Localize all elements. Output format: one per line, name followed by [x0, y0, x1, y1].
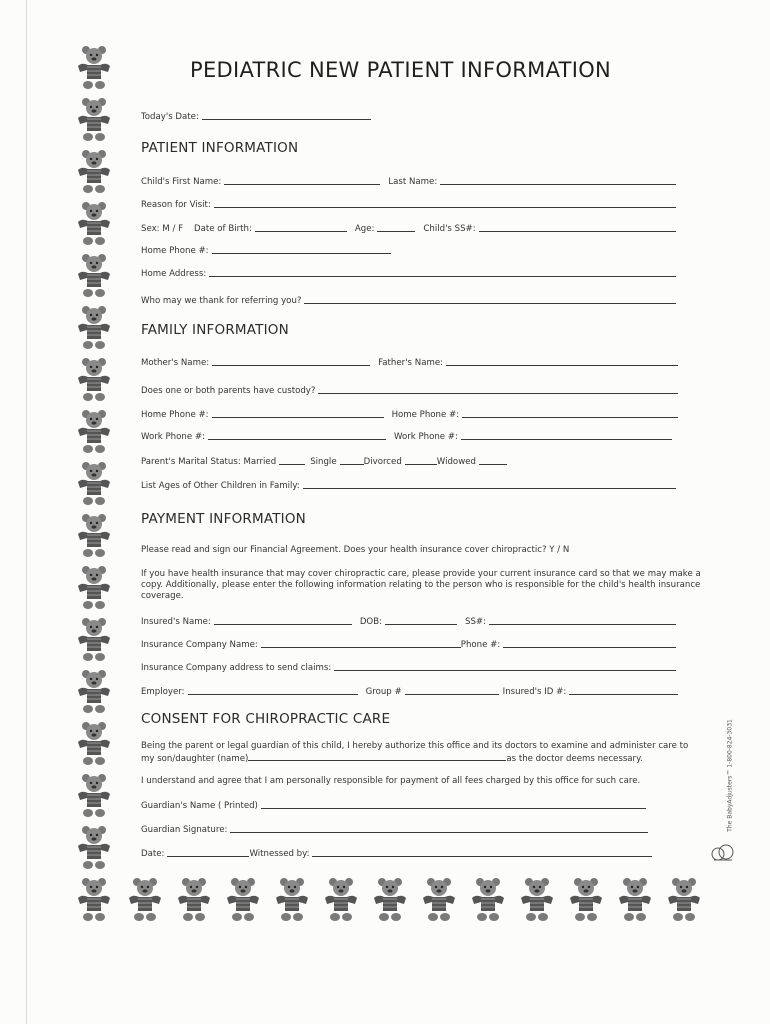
- work-phone-1-label: Work Phone #:: [141, 432, 205, 442]
- home-address-row: [141, 265, 676, 279]
- insurance-company-row: [141, 636, 676, 650]
- consent-authorization-part1: Being the parent or legal guardian of this child, I hereby authorize this office and its doctors to examine and administer care to my son/daughter (name): [141, 741, 689, 764]
- teddy-bear-icon: [664, 876, 704, 922]
- date-field[interactable]: [167, 855, 249, 857]
- teddy-bear-icon: [74, 460, 114, 506]
- guardian-signature-label: Guardian Signature:: [141, 825, 228, 835]
- child-ssn-field[interactable]: [479, 230, 676, 232]
- teddy-bear-icon: [272, 876, 312, 922]
- dob-field[interactable]: [255, 230, 347, 232]
- reason-row: [141, 196, 676, 210]
- work-phone-2-label: Work Phone #:: [393, 432, 458, 442]
- teddy-bear-icon: [74, 564, 114, 610]
- insurance-instructions-text: If you have health insurance that may cover chiropractic care, please provide your current insurance card so that we may make a copy. Additionally, please enter the following information relating to the person who is responsible for the child's health insurance coverage.: [141, 569, 701, 601]
- reason-label: Reason for Visit:: [141, 200, 211, 210]
- teddy-bear-icon: [74, 668, 114, 714]
- guardian-name-row: [141, 797, 646, 811]
- widowed-field[interactable]: [479, 463, 507, 465]
- age-field[interactable]: [377, 230, 415, 232]
- teddy-bear-icon: [74, 44, 114, 90]
- date-label: Date:: [141, 849, 165, 859]
- guardian-name-label: Guardian's Name ( Printed): [141, 801, 258, 811]
- teddy-bear-icon: [223, 876, 263, 922]
- publisher-logo-icon: [710, 842, 736, 866]
- insurance-company-label: Insurance Company Name:: [141, 640, 258, 650]
- marital-status-row: [141, 453, 541, 467]
- widowed-label: Widowed: [436, 457, 476, 467]
- teddy-bear-icon: [615, 876, 655, 922]
- insured-dob-field[interactable]: [385, 623, 457, 625]
- employer-row: [141, 683, 678, 697]
- referral-field[interactable]: [304, 302, 676, 304]
- mother-name-label: Mother's Name:: [141, 358, 210, 368]
- home-address-label: Home Address:: [141, 269, 207, 279]
- teddy-bear-icon: [74, 772, 114, 818]
- custody-field[interactable]: [318, 392, 678, 394]
- other-children-row: [141, 477, 676, 491]
- teddy-bear-icon: [74, 252, 114, 298]
- date-witness-row: [141, 845, 652, 859]
- group-number-label: Group #: [365, 687, 402, 697]
- family-section-heading: FAMILY INFORMATION: [141, 322, 289, 338]
- teddy-bear-icon: [566, 876, 606, 922]
- first-name-label: Child's First Name:: [141, 177, 222, 187]
- teddy-bear-icon: [125, 876, 165, 922]
- child-name-field[interactable]: [248, 752, 506, 761]
- teddy-bear-icon: [74, 304, 114, 350]
- consent-authorization-part2: as the doctor deems necessary.: [506, 754, 643, 764]
- sex-dob-row: [141, 220, 676, 234]
- teddy-bear-icon: [74, 616, 114, 662]
- teddy-bear-icon: [370, 876, 410, 922]
- publisher-credit: [722, 712, 734, 852]
- mother-name-field[interactable]: [212, 364, 370, 366]
- other-children-field[interactable]: [303, 487, 676, 489]
- parents-name-row: [141, 354, 678, 368]
- guardian-signature-field[interactable]: [230, 831, 648, 833]
- guardian-signature-row: [141, 821, 648, 835]
- consent-authorization-text: [141, 741, 703, 765]
- todays-date-row: [141, 108, 371, 122]
- family-work-phone-row: [141, 428, 672, 442]
- home-phone-1-field[interactable]: [212, 416, 384, 418]
- teddy-bear-icon: [468, 876, 508, 922]
- insurance-phone-label: Phone #:: [460, 640, 501, 650]
- todays-date-field[interactable]: [202, 118, 371, 120]
- insured-id-label: Insured's ID #:: [502, 687, 567, 697]
- teddy-bear-icon: [74, 356, 114, 402]
- witnessed-by-field[interactable]: [312, 855, 652, 857]
- work-phone-1-field[interactable]: [208, 438, 386, 440]
- teddy-bear-icon: [517, 876, 557, 922]
- witnessed-by-label: Witnessed by:: [249, 849, 310, 859]
- home-phone-field[interactable]: [212, 252, 391, 254]
- last-name-field[interactable]: [440, 183, 676, 185]
- insured-name-row: [141, 613, 676, 627]
- last-name-label: Last Name:: [388, 177, 438, 187]
- father-name-label: Father's Name:: [378, 358, 444, 368]
- other-children-label: List Ages of Other Children in Family:: [141, 481, 300, 491]
- employer-field[interactable]: [188, 693, 358, 695]
- teddy-bear-icon: [74, 720, 114, 766]
- age-label: Age:: [354, 224, 375, 234]
- financial-agreement-text: Please read and sign our Financial Agreement. Does your health insurance cover chiropractic? Y / N: [141, 545, 570, 555]
- reason-field[interactable]: [214, 206, 676, 208]
- insurance-phone-field[interactable]: [503, 646, 676, 648]
- insured-name-field[interactable]: [214, 623, 352, 625]
- publisher-credit-text: The BabyAdjusters™ 1-800-824-3031: [726, 719, 734, 832]
- sex-label[interactable]: Sex: M / F: [141, 224, 184, 234]
- payment-responsibility-text: I understand and agree that I am personally responsible for payment of all fees charged by this office for such care.: [141, 776, 641, 786]
- home-phone-row: [141, 242, 391, 256]
- guardian-name-field[interactable]: [261, 807, 646, 809]
- claims-address-field[interactable]: [334, 669, 676, 671]
- teddy-bear-icon: [74, 200, 114, 246]
- divorced-field[interactable]: [405, 463, 437, 465]
- dob-label: Date of Birth:: [194, 224, 252, 234]
- employer-label: Employer:: [141, 687, 185, 697]
- married-field[interactable]: [279, 463, 305, 465]
- first-name-field[interactable]: [224, 183, 380, 185]
- teddy-bear-icon: [74, 148, 114, 194]
- home-phone-2-field[interactable]: [462, 416, 678, 418]
- teddy-bear-icon: [74, 408, 114, 454]
- work-phone-2-field[interactable]: [461, 438, 672, 440]
- teddy-bear-icon: [174, 876, 214, 922]
- insured-name-label: Insured's Name:: [141, 617, 211, 627]
- page-edge: [26, 0, 27, 1024]
- home-address-field[interactable]: [209, 275, 676, 277]
- insured-id-field[interactable]: [569, 693, 678, 695]
- insured-ssn-field[interactable]: [489, 623, 676, 625]
- marital-status-label: Parent's Marital Status: Married: [141, 457, 277, 467]
- patient-name-row: [141, 173, 676, 187]
- child-ssn-label: Child's SS#:: [423, 224, 476, 234]
- consent-section-heading: CONSENT FOR CHIROPRACTIC CARE: [141, 711, 391, 727]
- form-title: PEDIATRIC NEW PATIENT INFORMATION: [190, 58, 612, 82]
- claims-address-label: Insurance Company address to send claims:: [141, 663, 332, 673]
- teddy-bear-icon: [74, 876, 114, 922]
- father-name-field[interactable]: [446, 364, 678, 366]
- single-label: Single: [310, 457, 337, 467]
- insured-dob-label: DOB:: [359, 617, 382, 627]
- teddy-bear-icon: [74, 96, 114, 142]
- teddy-bear-icon: [74, 824, 114, 870]
- group-number-field[interactable]: [405, 693, 499, 695]
- home-phone-1-label: Home Phone #:: [141, 410, 209, 420]
- teddy-bear-icon: [419, 876, 459, 922]
- insurance-company-field[interactable]: [261, 646, 461, 648]
- teddy-bear-icon: [74, 512, 114, 558]
- claims-address-row: [141, 659, 676, 673]
- custody-row: [141, 382, 678, 396]
- home-phone-2-label: Home Phone #:: [391, 410, 460, 420]
- patient-section-heading: PATIENT INFORMATION: [141, 140, 299, 156]
- family-home-phone-row: [141, 406, 678, 420]
- home-phone-label: Home Phone #:: [141, 246, 209, 256]
- custody-label: Does one or both parents have custody?: [141, 386, 316, 396]
- divorced-label: Divorced: [363, 457, 402, 467]
- referral-row: [141, 292, 676, 306]
- payment-section-heading: PAYMENT INFORMATION: [141, 511, 306, 527]
- insured-ssn-label: SS#:: [465, 617, 487, 627]
- todays-date-label: Today's Date:: [141, 112, 199, 122]
- teddy-bear-icon: [321, 876, 361, 922]
- referral-label: Who may we thank for referring you?: [141, 296, 302, 306]
- single-field[interactable]: [340, 463, 364, 465]
